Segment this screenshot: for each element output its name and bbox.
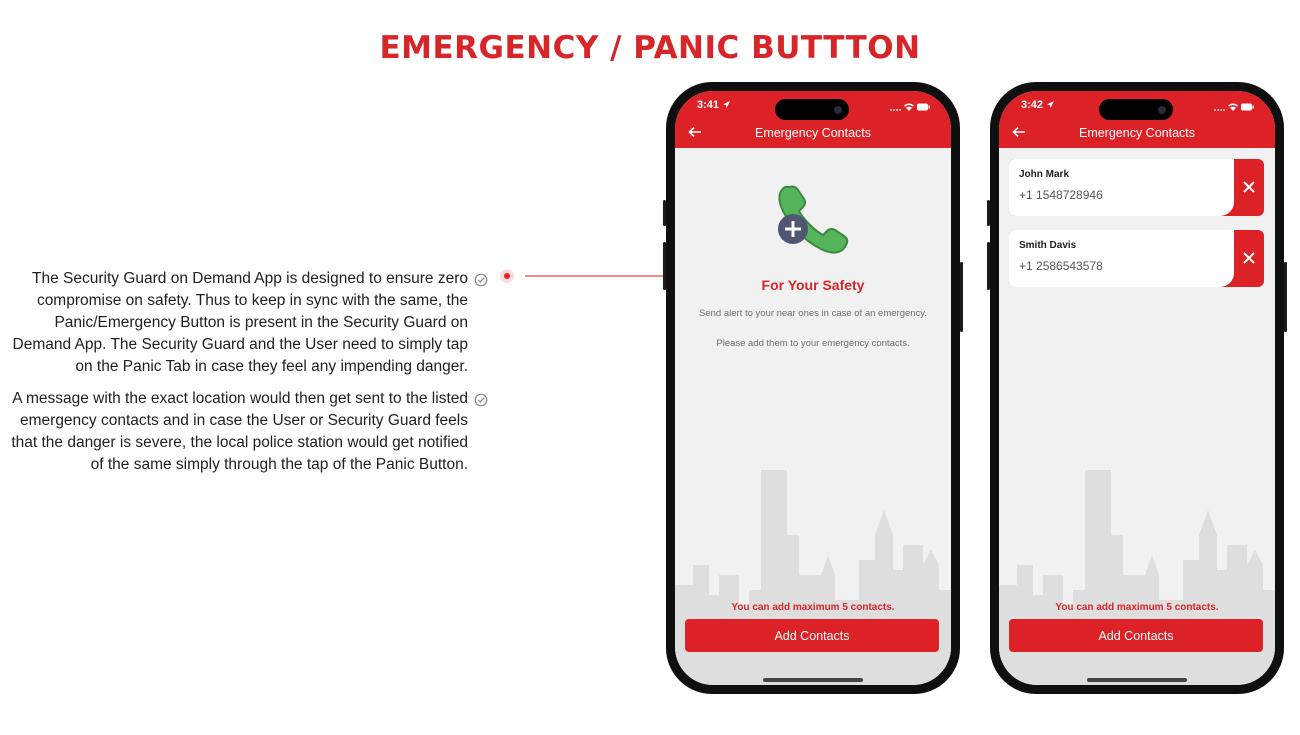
status-time [1021,99,1055,111]
close-icon[interactable] [1241,250,1257,266]
contact-name: John Mark [1019,169,1070,180]
app-bar-title: Emergency Contacts [754,126,872,140]
contact-phone: +1 1548728946 [1019,188,1103,202]
phone-side-button [987,242,990,290]
home-indicator [763,678,863,682]
description-paragraph-2: A message with the exact location would then get sent to the listed emergency contacts and in case the User or Security Guard feels that the danger is severe, the local police station would get notified of the same simply through the tap of the Panic Button. [11,390,468,473]
check-circle-icon [474,273,488,287]
phone-mockup-contacts [990,82,1284,694]
status-time-text: 3:42 [1021,99,1044,111]
phone-mockup-empty [666,82,960,694]
app-bar-title: Emergency Contacts [1078,126,1196,140]
phone-side-button [663,242,666,290]
status-time-text: 3:41 [697,99,720,111]
phone-side-button [960,262,963,332]
contact-phone: +1 2586543578 [1019,259,1103,273]
add-contacts-button[interactable]: Add Contacts [685,619,939,652]
location-arrow-icon [1046,100,1055,109]
status-icons [889,99,931,117]
description-paragraph-1: The Security Guard on Demand App is designed to ensure zero compromise on safety. Thus to keep in sync with the same, the Panic/Emergency Button is present in the Security Guard on Demand App. The Security Guard and the User need to simply tap on the Panic Tab in case they feel any impending danger. [12,270,468,375]
page-title: EMERGENCY / PANIC BUTTTON [379,30,921,66]
connector-line [525,275,666,277]
contact-card-body [1009,159,1234,216]
check-circle-icon [474,393,488,407]
phone-screen [675,91,951,685]
camera-icon [1152,100,1172,120]
max-contacts-note: You can add maximum 5 contacts. [1055,602,1219,613]
max-contacts-note: You can add maximum 5 contacts. [731,602,895,613]
contact-card[interactable] [1009,230,1264,287]
contact-card[interactable] [1009,159,1264,216]
wifi-battery-icon [1213,102,1255,112]
location-arrow-icon [722,100,731,109]
status-time [697,99,731,111]
hero-line-2: Please add them to your emergency contacts. [716,338,910,349]
connector-dot [500,269,514,283]
hero-line-1: Send alert to your near ones in case of an emergency. [699,308,927,319]
phone-side-button [987,200,990,226]
wifi-battery-icon [889,102,931,112]
camera-icon [828,100,848,120]
phone-screen [999,91,1275,685]
phone-side-button [1284,262,1287,332]
app-bar [999,91,1275,148]
home-indicator [1087,678,1187,682]
status-icons [1213,99,1255,117]
hero-title: For Your Safety [761,277,865,293]
phone-add-icon[interactable] [771,177,855,261]
close-icon[interactable] [1241,179,1257,195]
add-contacts-button[interactable]: Add Contacts [1009,619,1263,652]
contact-name: Smith Davis [1019,240,1077,251]
app-bar [675,91,951,148]
phone-side-button [663,200,666,226]
contact-card-body [1009,230,1234,287]
